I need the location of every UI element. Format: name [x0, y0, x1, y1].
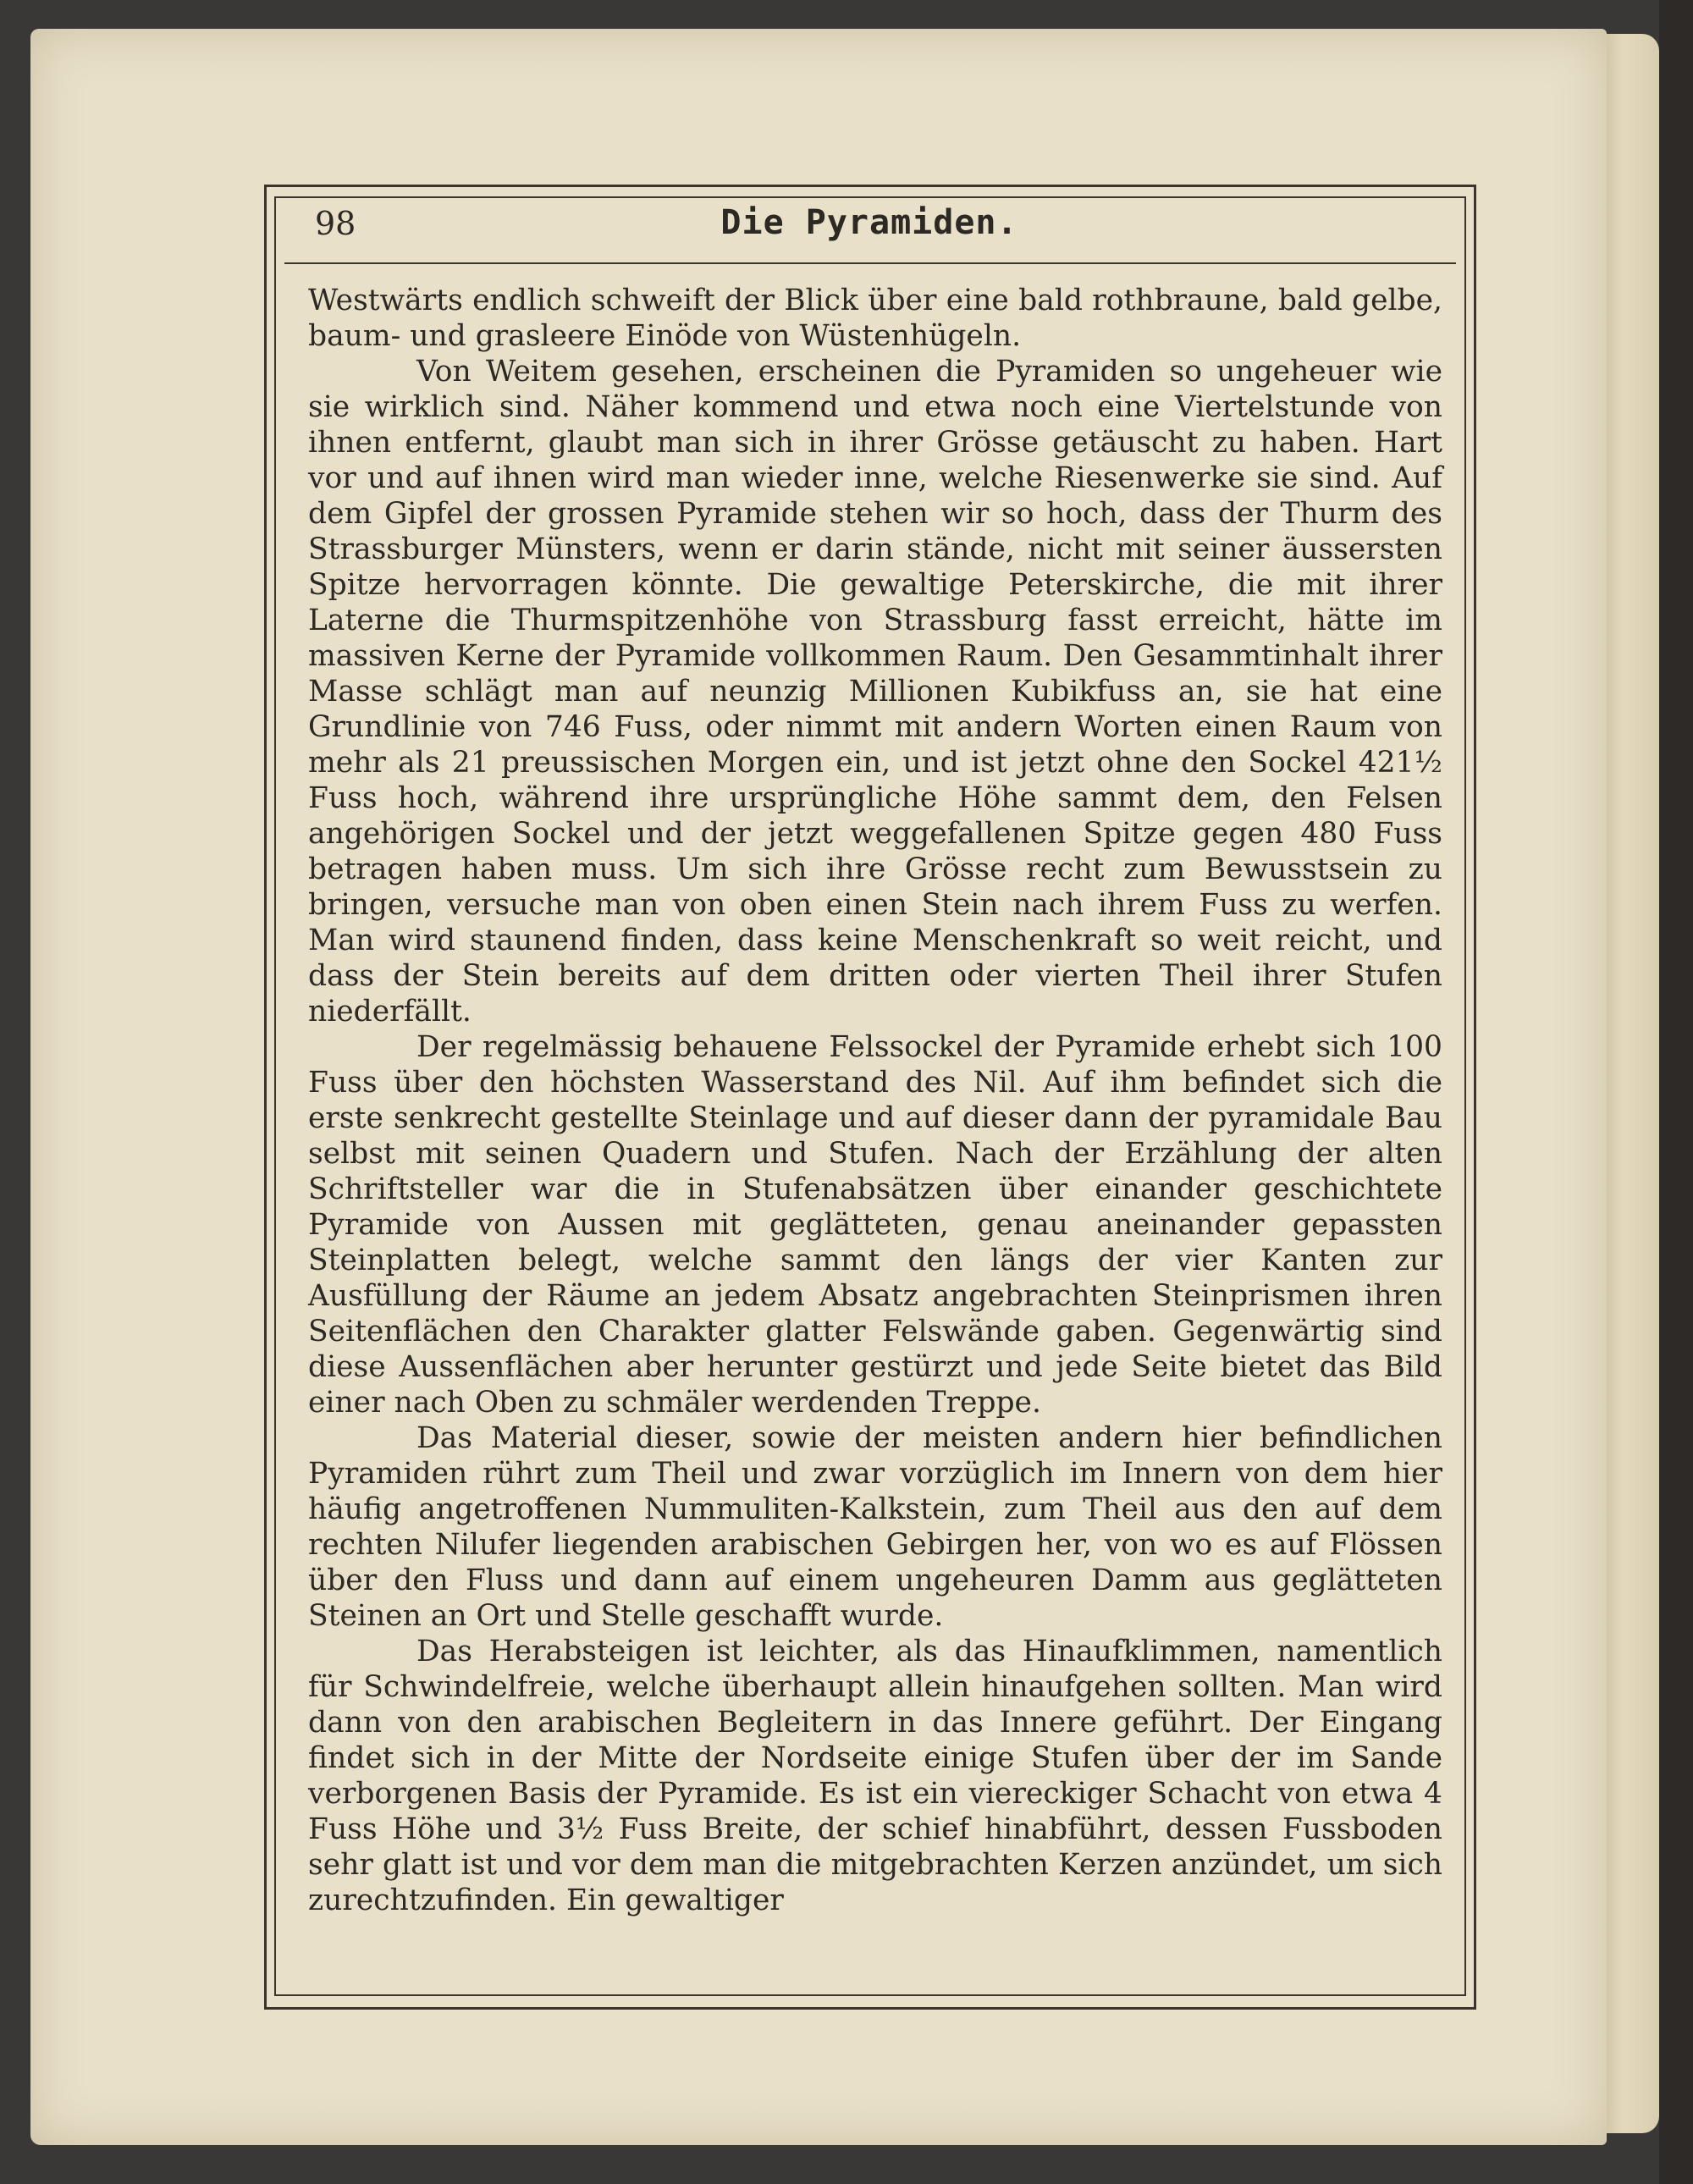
paragraph: Der regelmässig behauene Felssockel der Pyramide erhebt sich 100 Fuss über den höchsten Wasserstand des Nil. Auf ihm befindet sich die erste senkrecht gestellte Steinlage und auf dieser dann der pyramidale Bau selbst mit seinen Quadern und Stufen. Nach der Erzählung der alten Schriftsteller war die in Stufenabsätzen über einander geschichtete Pyramide von Aussen mit geglätteten, genau aneinander gepassten Steinplatten belegt, welche sammt den längs der vier Kanten zur Ausfüllung der Räume an jedem Absatz angebrachten Steinprismen ihren Seitenflächen den Charakter glatter Felswände gaben. Gegenwärtig sind diese Aussenflächen aber herunter gestürzt und jede Seite bietet das Bild einer nach Oben zu schmäler werdenden Treppe. — [308, 1030, 1442, 1420]
header-rule — [284, 262, 1456, 264]
paragraph: Westwärts endlich schweift der Blick über eine bald rothbraune, bald gelbe, baum- und grasleere Einöde von Wüstenhügeln. — [308, 284, 1442, 353]
book-spine — [1659, 0, 1693, 2184]
page-number: 98 — [315, 205, 356, 242]
running-title: Die Pyramiden. — [720, 203, 1018, 242]
body-text — [308, 283, 1442, 1976]
page-edge — [1600, 34, 1659, 2133]
paragraph: Von Weitem gesehen, erscheinen die Pyramiden so ungeheuer wie sie wirklich sind. Näher kommend und etwa noch eine Viertelstunde von ihnen entfernt, glaubt man sich in ihrer Grösse getäuscht zu haben. Hart vor und auf ihnen wird man wieder inne, welche Riesenwerke sie sind. Auf dem Gipfel der grossen Pyramide stehen wir so hoch, dass der Thurm des Strassburger Münsters, wenn er darin stände, nicht mit seiner äussersten Spitze hervorragen könnte. Die gewaltige Peterskirche, die mit ihrer Laterne die Thurmspitzenhöhe von Strassburg fasst erreicht, hätte im massiven Kerne der Pyramide vollkommen Raum. Den Gesammtinhalt ihrer Masse schlägt man auf neunzig Millionen Kubikfuss an, sie hat eine Grundlinie von 746 Fuss, oder nimmt mit andern Worten einen Raum von mehr als 21 preussischen Morgen ein, und ist jetzt ohne den Sockel 421½ Fuss hoch, während ihre ursprüngliche Höhe sammt dem, den Felsen angehörigen Sockel und der jetzt weggefallenen Spitze gegen 480 Fuss betragen haben muss. Um sich ihre Grösse recht zum Bewusstsein zu bringen, versuche man von oben einen Stein nach ihrem Fuss zu werfen. Man wird staunend finden, dass keine Menschenkraft so weit reicht, und dass der Stein bereits auf dem dritten oder vierten Theil ihrer Stufen niederfällt. — [308, 355, 1442, 1029]
page-header — [315, 203, 1424, 254]
paragraph: Das Material dieser, sowie der meisten andern hier befindlichen Pyramiden rührt zum Theil und zwar vorzüglich im Innern von dem hier häufig angetroffenen Nummuliten-Kalkstein, zum Theil aus den auf dem rechten Nilufer liegenden arabischen Gebirgen her, von wo es auf Flössen über den Fluss und dann auf einem ungeheuren Damm aus geglätteten Steinen an Ort und Stelle geschafft wurde. — [308, 1421, 1442, 1633]
paragraph: Das Herabsteigen ist leichter, als das Hinaufklimmen, namentlich für Schwindelfreie, welche überhaupt allein hinaufgehen sollten. Man wird dann von den arabischen Begleitern in das Innere geführt. Der Eingang findet sich in der Mitte der Nordseite einige Stufen über der im Sande verborgenen Basis der Pyramide. Es ist ein viereckiger Schacht von etwa 4 Fuss Höhe und 3½ Fuss Breite, der schief hinabführt, dessen Fussboden sehr glatt ist und vor dem man die mitgebrachten Kerzen anzündet, um sich zurechtzufinden. Ein gewaltiger — [308, 1635, 1442, 1917]
